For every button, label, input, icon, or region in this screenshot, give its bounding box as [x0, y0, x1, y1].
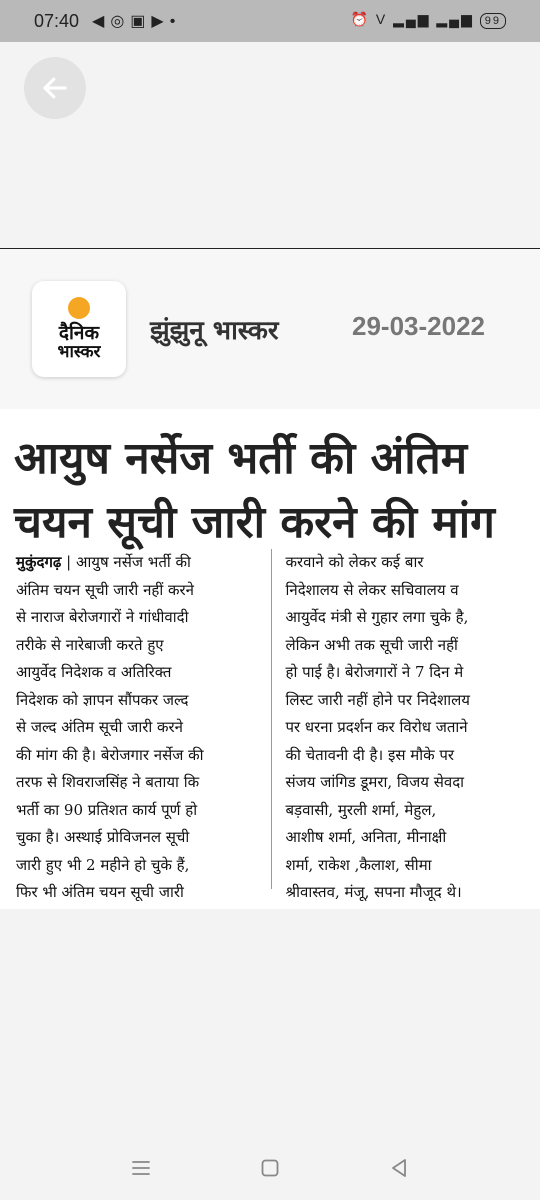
home-icon — [260, 1158, 280, 1178]
viewer-top-bar — [0, 42, 540, 249]
newspaper-clipping[interactable] — [0, 249, 540, 909]
vpn-icon: ◎ — [110, 13, 131, 30]
article-column-2 — [285, 549, 526, 901]
body-line: श्रीवास्तव, मंजू, सपना मौजूद थे। — [285, 883, 462, 901]
body-line: करवाने को लेकर कई बार — [285, 553, 424, 571]
article-column-1 — [16, 549, 257, 901]
body-line: निदेशालय से लेकर सचिवालय व — [285, 580, 459, 599]
sun-icon — [68, 297, 90, 319]
body-line: चुका है। अस्थाई प्रोविजनल सूची — [16, 828, 190, 846]
article-body — [16, 549, 526, 901]
body-line: तरफ से शिवराजसिंह ने बताया कि — [16, 773, 200, 791]
publication-date: 29-03-2022 — [352, 311, 485, 341]
dainik-bhaskar-logo — [32, 281, 126, 377]
dateline: मुकुंदगढ़ — [16, 553, 62, 571]
body-line: बड़वासी, मुरली शर्मा, मेहुल, — [285, 800, 437, 819]
system-navigation-bar — [0, 1135, 540, 1200]
viewer-background — [0, 909, 540, 1135]
headline-line: आयुष नर्सेज भर्ती की अंतिम — [14, 433, 468, 484]
recent-apps-icon — [130, 1158, 152, 1178]
back-button[interactable] — [24, 57, 86, 119]
telegram-icon: ◀ — [92, 13, 111, 30]
body-line: भर्ती का 90 प्रतिशत कार्य पूर्ण हो — [16, 800, 198, 819]
nav-back-button[interactable] — [384, 1153, 414, 1183]
system-icons — [351, 11, 507, 29]
body-line: पर धरना प्रदर्शन कर विरोध जताने — [285, 718, 468, 736]
article-header — [0, 249, 540, 409]
volte-icon: V — [375, 11, 388, 27]
notification-icons — [92, 11, 181, 31]
body-line: लिस्ट जारी नहीं होने पर निदेशालय — [285, 690, 470, 709]
dot-icon: • — [169, 13, 182, 30]
logo-line-2: भास्कर — [57, 342, 101, 362]
4g-signal-icon: ▂▄▆ — [393, 11, 431, 27]
body-line: आशीष शर्मा, अनिता, मीनाक्षी — [285, 828, 447, 846]
arrow-left-icon — [40, 73, 70, 103]
body-line: आयुर्वेद निदेशक व अतिरिक्त — [16, 663, 172, 681]
battery-icon: 99 — [480, 13, 506, 29]
body-line: जारी हुए भी 2 महीने हो चुके हैं, — [16, 855, 190, 874]
body-line: शर्मा, राकेश ,कैलाश, सीमा — [285, 855, 432, 874]
body-line: मुकुंदगढ़ | आयुष नर्सेज भर्ती की — [16, 553, 191, 571]
body-line: हो पाई है। बेरोजगारों ने 7 दिन मे — [285, 663, 464, 681]
body-line: से नाराज बेरोजगारों ने गांधीवादी — [16, 608, 189, 626]
signal-icon: ▂▄▆ — [436, 11, 474, 27]
body-line: की चेतावनी दी है। इस मौके पर — [285, 745, 455, 764]
body-line: लेकिन अभी तक सूची जारी नहीं — [285, 635, 458, 654]
home-button[interactable] — [255, 1153, 285, 1183]
video-icon: ▶ — [151, 13, 170, 30]
recent-apps-button[interactable] — [126, 1153, 156, 1183]
body-line: संजय जांगिड डूमरा, विजय सेवदा — [285, 773, 465, 791]
body-line: की मांग की है। बेरोजगार नर्सेज की — [16, 745, 204, 764]
logo-line-1: दैनिक — [58, 322, 100, 344]
gallery-icon: ▣ — [130, 13, 152, 30]
status-time: 07:40 — [34, 11, 80, 31]
body-line: अंतिम चयन सूची जारी नहीं करने — [16, 580, 194, 599]
body-line: तरीके से नारेबाजी करते हुए — [16, 635, 164, 654]
body-line: फिर भी अंतिम चयन सूची जारी — [16, 883, 184, 901]
body-line: से जल्द अंतिम सूची जारी करने — [16, 718, 183, 736]
body-line: आयुर्वेद मंत्री से गुहार लगा चुके है, — [285, 608, 469, 626]
body-line: निदेशक को ज्ञापन सौंपकर जल्द — [16, 690, 189, 709]
column-divider — [271, 549, 272, 889]
article-headline — [14, 427, 530, 555]
alarm-icon: ⏰ — [350, 11, 370, 27]
status-bar — [0, 0, 540, 42]
back-triangle-icon — [388, 1157, 410, 1179]
edition-name: झुंझुनू भास्कर — [150, 316, 279, 346]
headline-line: चयन सूची जारी करने की मांग — [14, 497, 495, 548]
